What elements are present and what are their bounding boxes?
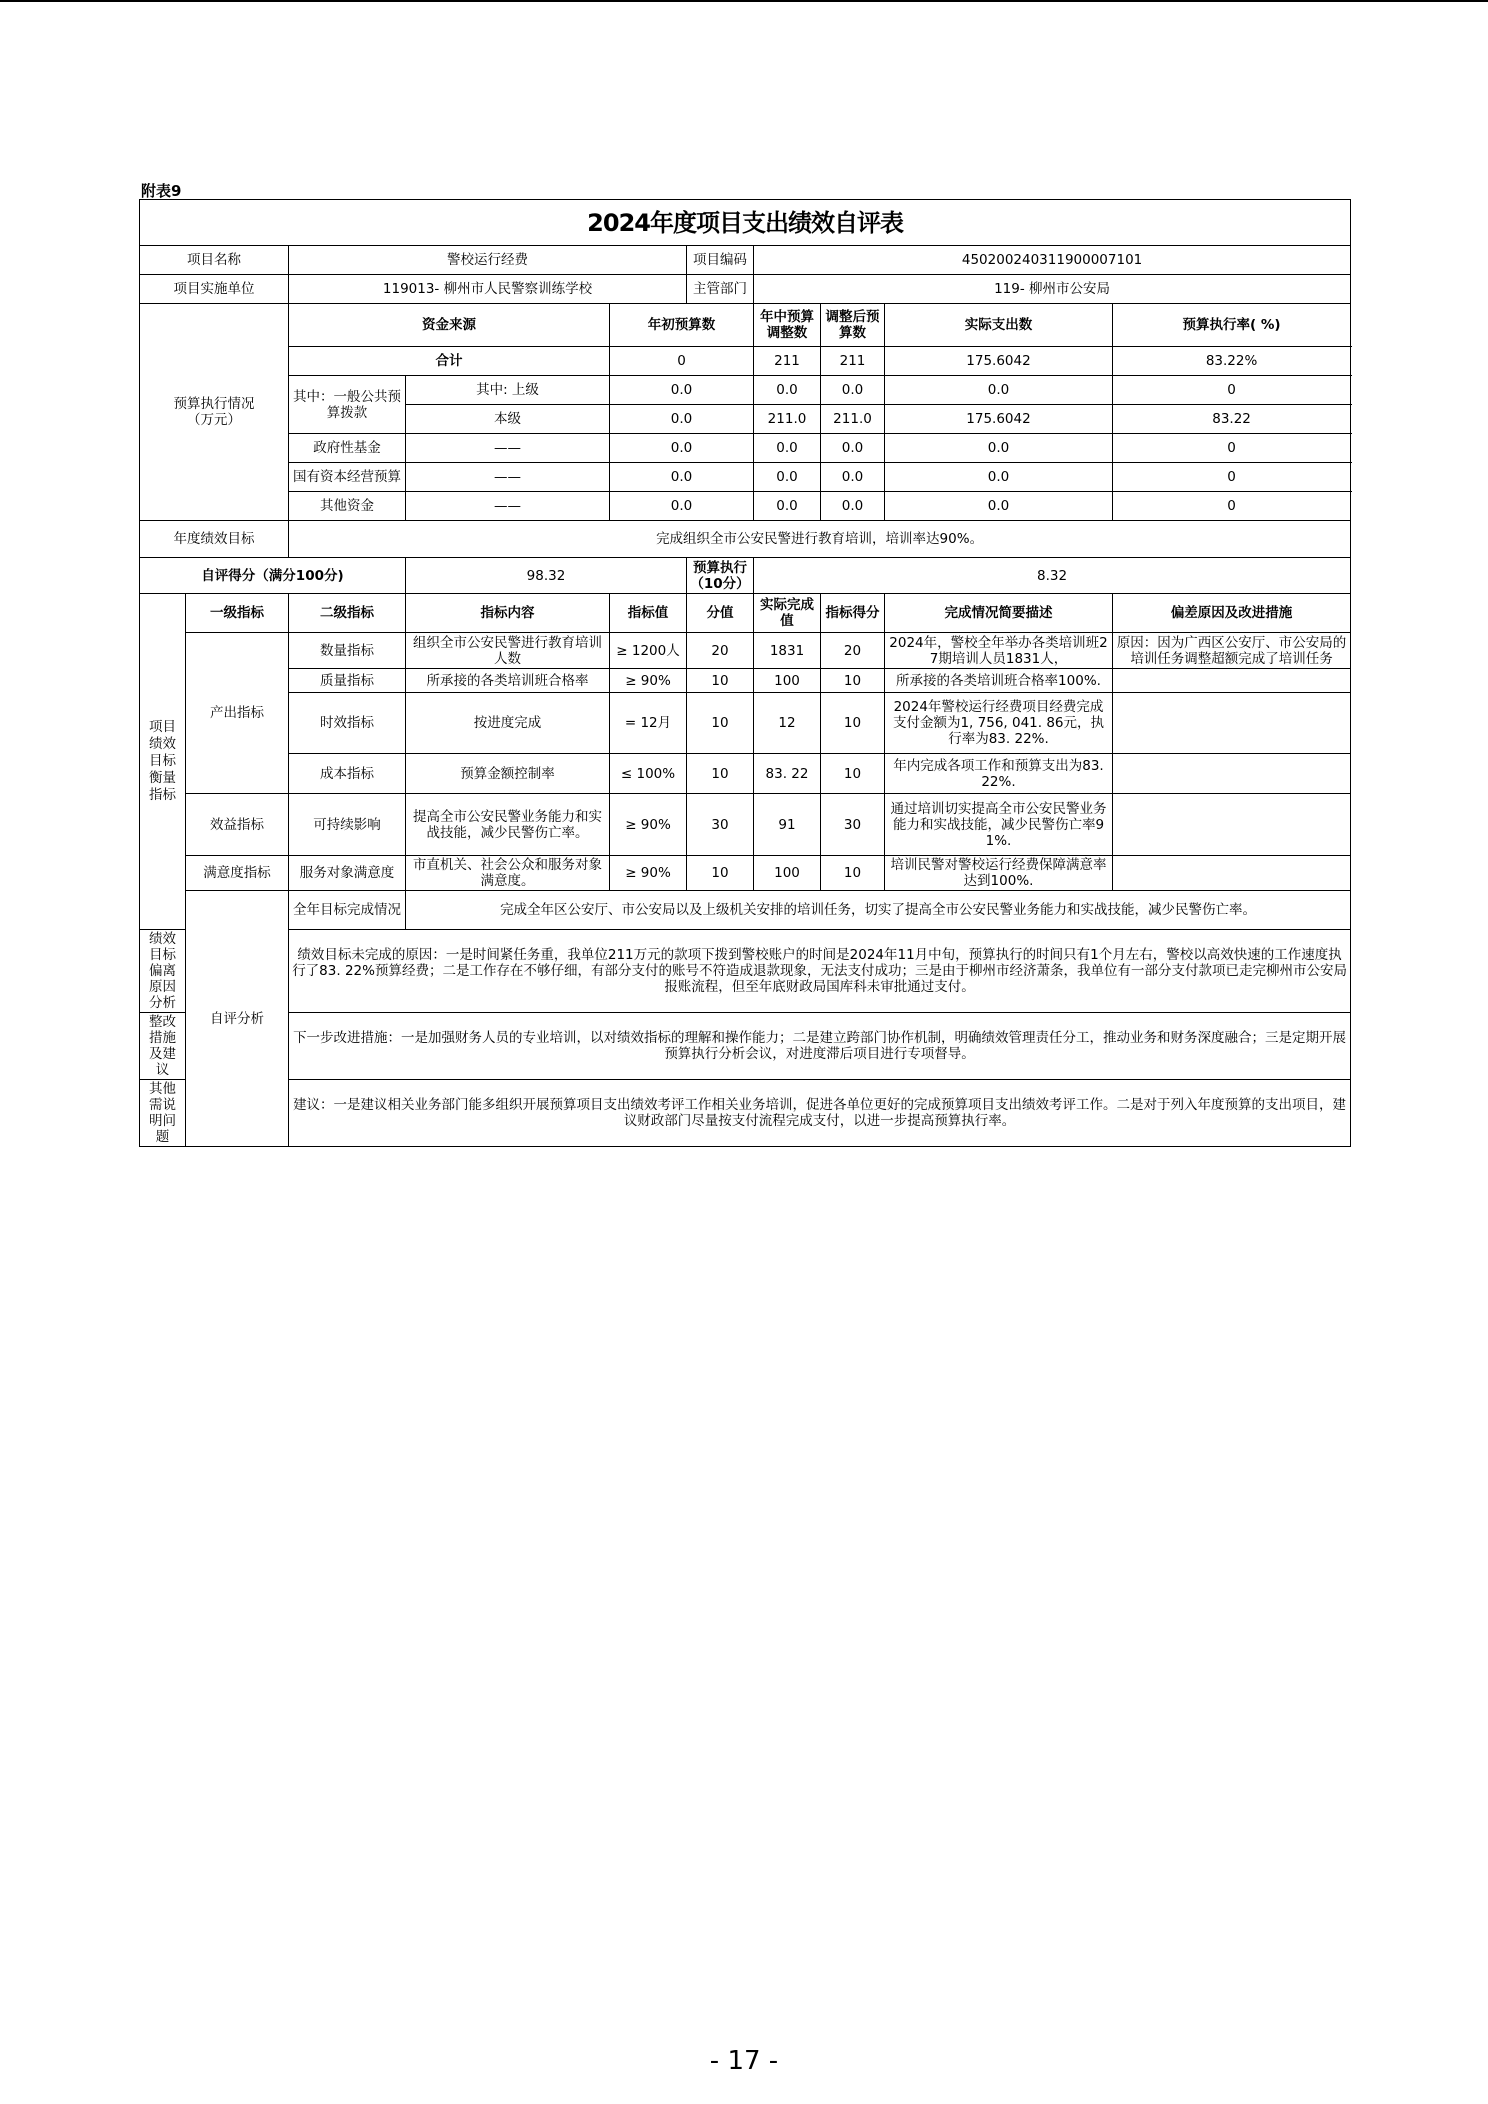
local-actual: 175.6042 xyxy=(885,405,1113,434)
target: ≥ 90% xyxy=(610,669,687,693)
weight: 10 xyxy=(687,693,754,754)
performance-table xyxy=(139,199,1351,1147)
target: ≥ 1200人 xyxy=(610,633,687,669)
local-label: 本级 xyxy=(406,405,610,434)
level2: 数量指标 xyxy=(289,633,406,669)
actual: 100 xyxy=(754,669,821,693)
desc: 年内完成各项工作和预算支出为83. 22%. xyxy=(885,754,1113,794)
actual: 100 xyxy=(754,856,821,891)
upper-mid: 0.0 xyxy=(754,376,821,405)
dept-label: 主管部门 xyxy=(687,275,754,304)
level2: 时效指标 xyxy=(289,693,406,754)
col-actual: 实际支出数 xyxy=(885,304,1113,347)
col-adjusted: 调整后预算数 xyxy=(821,304,885,347)
budget-exec-value: 8.32 xyxy=(754,558,1351,594)
unit-label: 项目实施单位 xyxy=(140,275,289,304)
analysis-section-label: 自评分析 xyxy=(186,891,289,1147)
content: 提高全市公安民警业务能力和实战技能，减少民警伤亡率。 xyxy=(406,794,610,856)
level2: 成本指标 xyxy=(289,754,406,794)
score: 10 xyxy=(821,856,885,891)
reason xyxy=(1113,754,1351,794)
content: 所承接的各类培训班合格率 xyxy=(406,669,610,693)
page-number: - 17 - xyxy=(709,2046,779,2076)
hdr-desc: 完成情况简要描述 xyxy=(885,594,1113,633)
content: 市直机关、社会公众和服务对象满意度。 xyxy=(406,856,610,891)
target: = 12月 xyxy=(610,693,687,754)
other-fund-label: 其他资金 xyxy=(289,492,406,521)
target: ≥ 90% xyxy=(610,856,687,891)
target: ≤ 100% xyxy=(610,754,687,794)
desc: 2024年警校运行经费项目经费完成支付金额为1, 756, 041. 86元，执行率为83. 22%. xyxy=(885,693,1113,754)
state-capital-mid: 0.0 xyxy=(754,463,821,492)
general-budget-label: 其中：一般公共预算拨款 xyxy=(289,376,406,434)
gov-fund-dash: —— xyxy=(406,434,610,463)
gov-fund-actual: 0.0 xyxy=(885,434,1113,463)
analysis-label: 全年目标完成情况 xyxy=(289,891,406,930)
analysis-text: 下一步改进措施：一是加强财务人员的专业培训，以对绩效指标的理解和操作能力；二是建立跨部门协作机制，明确绩效管理责任分工，推动业务和财务深度融合；三是定期开展预算执行分析会议，对进度滞后项目进行专项督导。 xyxy=(289,1013,1351,1080)
page-top-border xyxy=(0,0,1488,2)
dept: 119- 柳州市公安局 xyxy=(754,275,1351,304)
upper-actual: 0.0 xyxy=(885,376,1113,405)
local-mid: 211.0 xyxy=(754,405,821,434)
score: 10 xyxy=(821,669,885,693)
annual-goal-label: 年度绩效目标 xyxy=(140,521,289,558)
other-fund-dash: —— xyxy=(406,492,610,521)
state-capital-rate: 0 xyxy=(1113,463,1351,492)
project-name: 警校运行经费 xyxy=(289,246,687,275)
project-name-label: 项目名称 xyxy=(140,246,289,275)
table-row xyxy=(140,754,1351,794)
content: 按进度完成 xyxy=(406,693,610,754)
gov-fund-mid: 0.0 xyxy=(754,434,821,463)
col-source: 资金来源 xyxy=(289,304,610,347)
state-capital-label: 国有资本经营预算 xyxy=(289,463,406,492)
desc: 培训民警对警校运行经费保障满意率达到100%. xyxy=(885,856,1113,891)
local-initial: 0.0 xyxy=(610,405,754,434)
col-mid: 年中预算调整数 xyxy=(754,304,821,347)
weight: 20 xyxy=(687,633,754,669)
actual: 91 xyxy=(754,794,821,856)
hdr-actual: 实际完成值 xyxy=(754,594,821,633)
indicators-section-label: 项目绩效目标衡量指标 xyxy=(140,594,186,930)
total-rate: 83.22% xyxy=(1113,347,1351,376)
satisfaction-indicator-label: 满意度指标 xyxy=(186,856,289,891)
score: 30 xyxy=(821,794,885,856)
hdr-weight: 分值 xyxy=(687,594,754,633)
hdr-reason: 偏差原因及改进措施 xyxy=(1113,594,1351,633)
reason xyxy=(1113,794,1351,856)
other-fund-initial: 0.0 xyxy=(610,492,754,521)
state-capital-adjusted: 0.0 xyxy=(821,463,885,492)
table-row xyxy=(140,669,1351,693)
benefit-indicator-label: 效益指标 xyxy=(186,794,289,856)
upper-initial: 0.0 xyxy=(610,376,754,405)
table-row xyxy=(140,794,1351,856)
total-mid: 211 xyxy=(754,347,821,376)
reason: 原因：因为广西区公安厅、市公安局的培训任务调整超额完成了培训任务 xyxy=(1113,633,1351,669)
state-capital-dash: —— xyxy=(406,463,610,492)
weight: 10 xyxy=(687,669,754,693)
annual-goal-text: 完成组织全市公安民警进行教育培训，培训率达90%。 xyxy=(289,521,1351,558)
table-row xyxy=(140,856,1351,891)
upper-adjusted: 0.0 xyxy=(821,376,885,405)
budget-exec-label: 预算执行（10分） xyxy=(687,558,754,594)
other-fund-adjusted: 0.0 xyxy=(821,492,885,521)
project-code: 45020024031190000710​1 xyxy=(754,246,1351,275)
hdr-level1: 一级指标 xyxy=(186,594,289,633)
local-rate: 83.22 xyxy=(1113,405,1351,434)
level2: 服务对象满意度 xyxy=(289,856,406,891)
analysis-label: 整改措施及建议 xyxy=(140,1013,186,1080)
reason xyxy=(1113,856,1351,891)
table-row xyxy=(140,633,1351,669)
gov-fund-label: 政府性基金 xyxy=(289,434,406,463)
project-code-label: 项目编码 xyxy=(687,246,754,275)
gov-fund-adjusted: 0.0 xyxy=(821,434,885,463)
gov-fund-initial: 0.0 xyxy=(610,434,754,463)
attachment-label: 附表9 xyxy=(141,182,182,200)
score: 20 xyxy=(821,633,885,669)
state-capital-initial: 0.0 xyxy=(610,463,754,492)
state-capital-actual: 0.0 xyxy=(885,463,1113,492)
unit: 119013- 柳州市人民警察训练学校 xyxy=(289,275,687,304)
actual: 12 xyxy=(754,693,821,754)
total-label: 合计 xyxy=(289,347,610,376)
table-title: 2024年度项目支出绩效自评表 xyxy=(140,200,1351,246)
col-rate: 预算执行率( %) xyxy=(1113,304,1351,347)
score: 10 xyxy=(821,754,885,794)
upper-label: 其中: 上级 xyxy=(406,376,610,405)
budget-section-label: 预算执行情况 （万元） xyxy=(140,304,289,521)
hdr-score: 指标得分 xyxy=(821,594,885,633)
score: 10 xyxy=(821,693,885,754)
analysis-text: 完成全年区公安厅、市公安局以及上级机关安排的培训任务，切实了提高全市公安民警业务能力和实战技能，减少民警伤亡率。 xyxy=(406,891,1351,930)
desc: 所承接的各类培训班合格率100%. xyxy=(885,669,1113,693)
content: 预算金额控制率 xyxy=(406,754,610,794)
total-adjusted: 211 xyxy=(821,347,885,376)
total-initial: 0 xyxy=(610,347,754,376)
level2: 可持续影响 xyxy=(289,794,406,856)
other-fund-actual: 0.0 xyxy=(885,492,1113,521)
total-actual: 175.6042 xyxy=(885,347,1113,376)
table-row xyxy=(140,693,1351,754)
local-adjusted: 211.0 xyxy=(821,405,885,434)
reason xyxy=(1113,693,1351,754)
hdr-level2: 二级指标 xyxy=(289,594,406,633)
target: ≥ 90% xyxy=(610,794,687,856)
analysis-text: 建议：一是建议相关业务部门能多组织开展预算项目支出绩效考评工作相关业务培训，促进各单位更好的完成预算项目支出绩效考评工作。二是对于列入年度预算的支出项目，建议财政部门尽量按支付流程完成支付，以进一步提高预算执行率。 xyxy=(289,1080,1351,1147)
col-initial: 年初预算数 xyxy=(610,304,754,347)
desc: 2024年，警校全年举办各类培训班27期培训人员1831人， xyxy=(885,633,1113,669)
other-fund-mid: 0.0 xyxy=(754,492,821,521)
desc: 通过培训切实提高全市公安民警业务能力和实战技能，减少民警伤亡率91%. xyxy=(885,794,1113,856)
self-score-value: 98.32 xyxy=(406,558,687,594)
reason xyxy=(1113,669,1351,693)
actual: 1831 xyxy=(754,633,821,669)
weight: 30 xyxy=(687,794,754,856)
other-fund-rate: 0 xyxy=(1113,492,1351,521)
hdr-target: 指标值 xyxy=(610,594,687,633)
gov-fund-rate: 0 xyxy=(1113,434,1351,463)
analysis-text: 绩效目标未完成的原因：一是时间紧任务重，我单位211万元的款项下拨到警校账户的时间是2024年11月中旬，预算执行的时间只有1个月左右，警校以高效快速的工作速度执行了83. 22%预算经费；二是工作存在不够仔细，有部分支付的账号不符造成退款现象，无法支付成功；三是由于柳州市经济萧条，我单位有一部分支付款项已走完柳州市公安局报账流程，但至年底财政局国库科未审批通过支付。 xyxy=(289,930,1351,1013)
weight: 10 xyxy=(687,754,754,794)
analysis-label: 绩效目标偏离原因分析 xyxy=(140,930,186,1013)
level2: 质量指标 xyxy=(289,669,406,693)
content: 组织全市公安民警进行教育培训人数 xyxy=(406,633,610,669)
hdr-content: 指标内容 xyxy=(406,594,610,633)
self-score-label: 自评得分（满分100分) xyxy=(140,558,406,594)
actual: 83. 22 xyxy=(754,754,821,794)
analysis-label: 其他需说明问题 xyxy=(140,1080,186,1147)
upper-rate: 0 xyxy=(1113,376,1351,405)
output-indicator-label: 产出指标 xyxy=(186,633,289,794)
weight: 10 xyxy=(687,856,754,891)
